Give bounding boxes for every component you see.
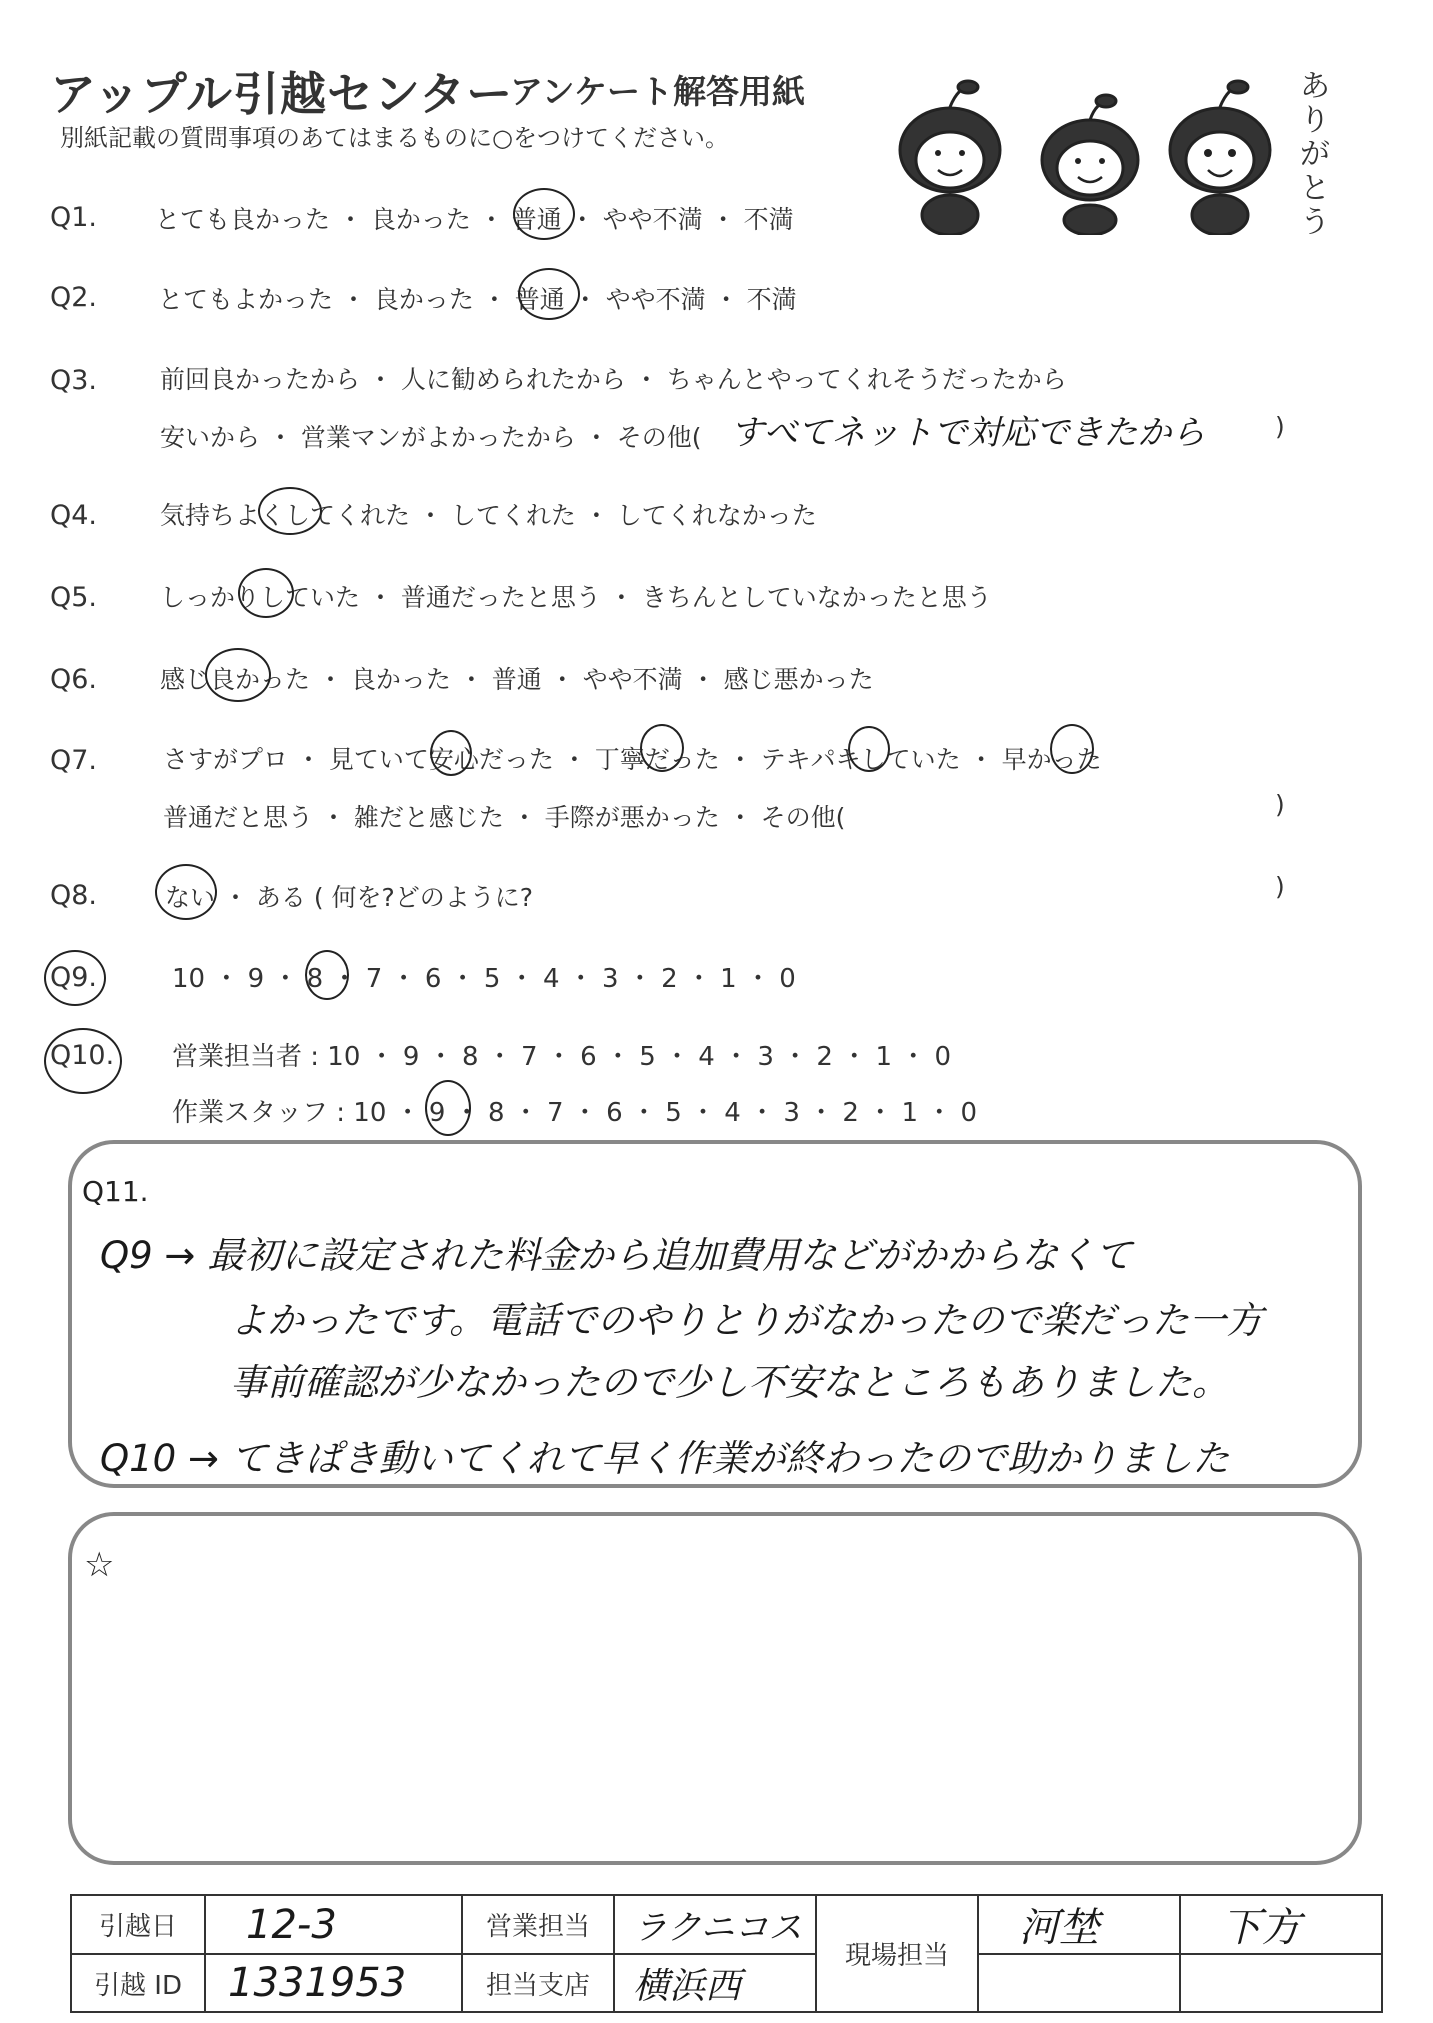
q4-label: Q4. <box>50 500 98 531</box>
q8-label: Q8. <box>50 880 98 911</box>
sales-name-value: ラクニコス <box>633 1908 803 1948</box>
survey-subtitle: アンケート解答用紙 <box>510 72 806 111</box>
comment-line-3: 事前確認が少なかったので少し不安なところもありました。 <box>230 1361 1229 1404</box>
survey-instruction: 別紙記載の質問事項のあてはまるものに○をつけてください。 <box>60 124 729 152</box>
comment-line-2: よかったです。電話でのやりとりがなかったので楽だった一方 <box>230 1299 1264 1342</box>
q8-options: ない ・ ある ( 何を?どのように? <box>165 883 534 912</box>
q9-label-circle <box>44 950 106 1006</box>
q5-answer-circle <box>238 568 294 618</box>
site-staff-1-value: 河埜 <box>1019 1905 1099 1951</box>
q10-staff-scale: 作業スタッフ : 10 ・ 9 ・ 8 ・ 7 ・ 6 ・ 5 ・ 4 ・ 3 ・ 2 ・ 1 ・ 0 <box>172 1098 978 1128</box>
move-date-label: 引越日 <box>71 1895 205 1954</box>
q7-options-line1: さすがプロ ・ 見ていて安心だった ・ 丁寧だった ・ テキパキしていた ・ 早かった <box>163 745 1102 774</box>
star-icon: ☆ <box>84 1545 115 1585</box>
q2-label: Q2. <box>50 282 98 313</box>
q3-other-handwritten: すべてネットで対応できたから <box>730 413 1206 453</box>
q9-scale: 10 ・ 9 ・ 8 ・ 7 ・ 6 ・ 5 ・ 4 ・ 3 ・ 2 ・ 1 ・ 0 <box>172 964 796 994</box>
q6-options: 感じ良かった ・ 良かった ・ 普通 ・ やや不満 ・ 感じ悪かった <box>160 665 874 694</box>
q9-answer-circle <box>305 950 349 1000</box>
branch-name-value: 横浜西 <box>633 1965 742 2007</box>
move-id-value: 1331953 <box>228 1960 407 2006</box>
q3-close-paren: ) <box>1275 412 1285 441</box>
monkey-mascots-illustration <box>880 55 1320 235</box>
q10-label: Q10. <box>50 1040 115 1071</box>
q9-label: Q9. <box>50 962 98 993</box>
branch-label: 担当支店 <box>462 1954 614 2012</box>
q10-answer-circle <box>425 1080 471 1136</box>
q10-sales-scale: 営業担当者 : 10 ・ 9 ・ 8 ・ 7 ・ 6 ・ 5 ・ 4 ・ 3 ・ 2 ・ 1 ・ 0 <box>172 1042 952 1072</box>
footer-info-table <box>70 1894 1383 2013</box>
star-comments-box <box>68 1512 1362 1865</box>
q4-answer-circle <box>258 487 322 535</box>
q1-answer-circle <box>513 188 575 240</box>
survey-title: アップル引越センター <box>50 67 514 121</box>
q7-answer-circle-2 <box>640 724 684 772</box>
q5-options: しっかりしていた ・ 普通だったと思う ・ きちんとしていなかったと思う <box>160 583 992 612</box>
q6-answer-circle <box>205 648 271 702</box>
q8-answer-circle <box>155 864 217 920</box>
comment-line-4: Q10 → てきぱき動いてくれて早く作業が終わったので助かりました <box>100 1437 1230 1480</box>
comments-label: Q11. <box>82 1175 149 1208</box>
move-date-value: 12-3 <box>246 1901 337 1948</box>
q7-close-paren: ) <box>1275 790 1285 819</box>
site-staff-label: 現場担当 <box>816 1895 978 2012</box>
q7-answer-circle-4 <box>1050 724 1094 774</box>
q7-answer-circle-3 <box>848 726 890 772</box>
thanks-text: ありがとう <box>1300 69 1330 240</box>
q8-close-paren: ) <box>1275 872 1285 901</box>
q10-label-circle <box>44 1028 122 1094</box>
q6-label: Q6. <box>50 664 98 695</box>
q3-options-line2: 安いから ・ 営業マンがよかったから ・ その他( <box>160 423 702 452</box>
q3-label: Q3. <box>50 365 98 396</box>
q1-options: とても良かった ・ 良かった ・ 普通 ・ やや不満 ・ 不満 <box>155 205 794 234</box>
q3-options-line1: 前回良かったから ・ 人に勧められたから ・ ちゃんとやってくれそうだったから <box>160 365 1067 394</box>
q7-label: Q7. <box>50 745 98 776</box>
q7-options-line2: 普通だと思う ・ 雑だと感じた ・ 手際が悪かった ・ その他( <box>163 803 846 832</box>
sales-label: 営業担当 <box>462 1895 614 1954</box>
comment-line-1: Q9 → 最初に設定された料金から追加費用などがかからなくて <box>100 1234 1133 1277</box>
q5-label: Q5. <box>50 582 98 613</box>
move-id-label: 引越 ID <box>71 1954 205 2012</box>
q2-options: とてもよかった ・ 良かった ・ 普通 ・ やや不満 ・ 不満 <box>158 285 797 314</box>
q2-answer-circle <box>518 268 580 320</box>
q4-options: 気持ちよくしてくれた ・ してくれた ・ してくれなかった <box>160 501 817 530</box>
site-staff-2-value: 下方 <box>1221 1905 1301 1951</box>
q7-answer-circle-1 <box>430 730 472 776</box>
q1-label: Q1. <box>50 202 98 233</box>
